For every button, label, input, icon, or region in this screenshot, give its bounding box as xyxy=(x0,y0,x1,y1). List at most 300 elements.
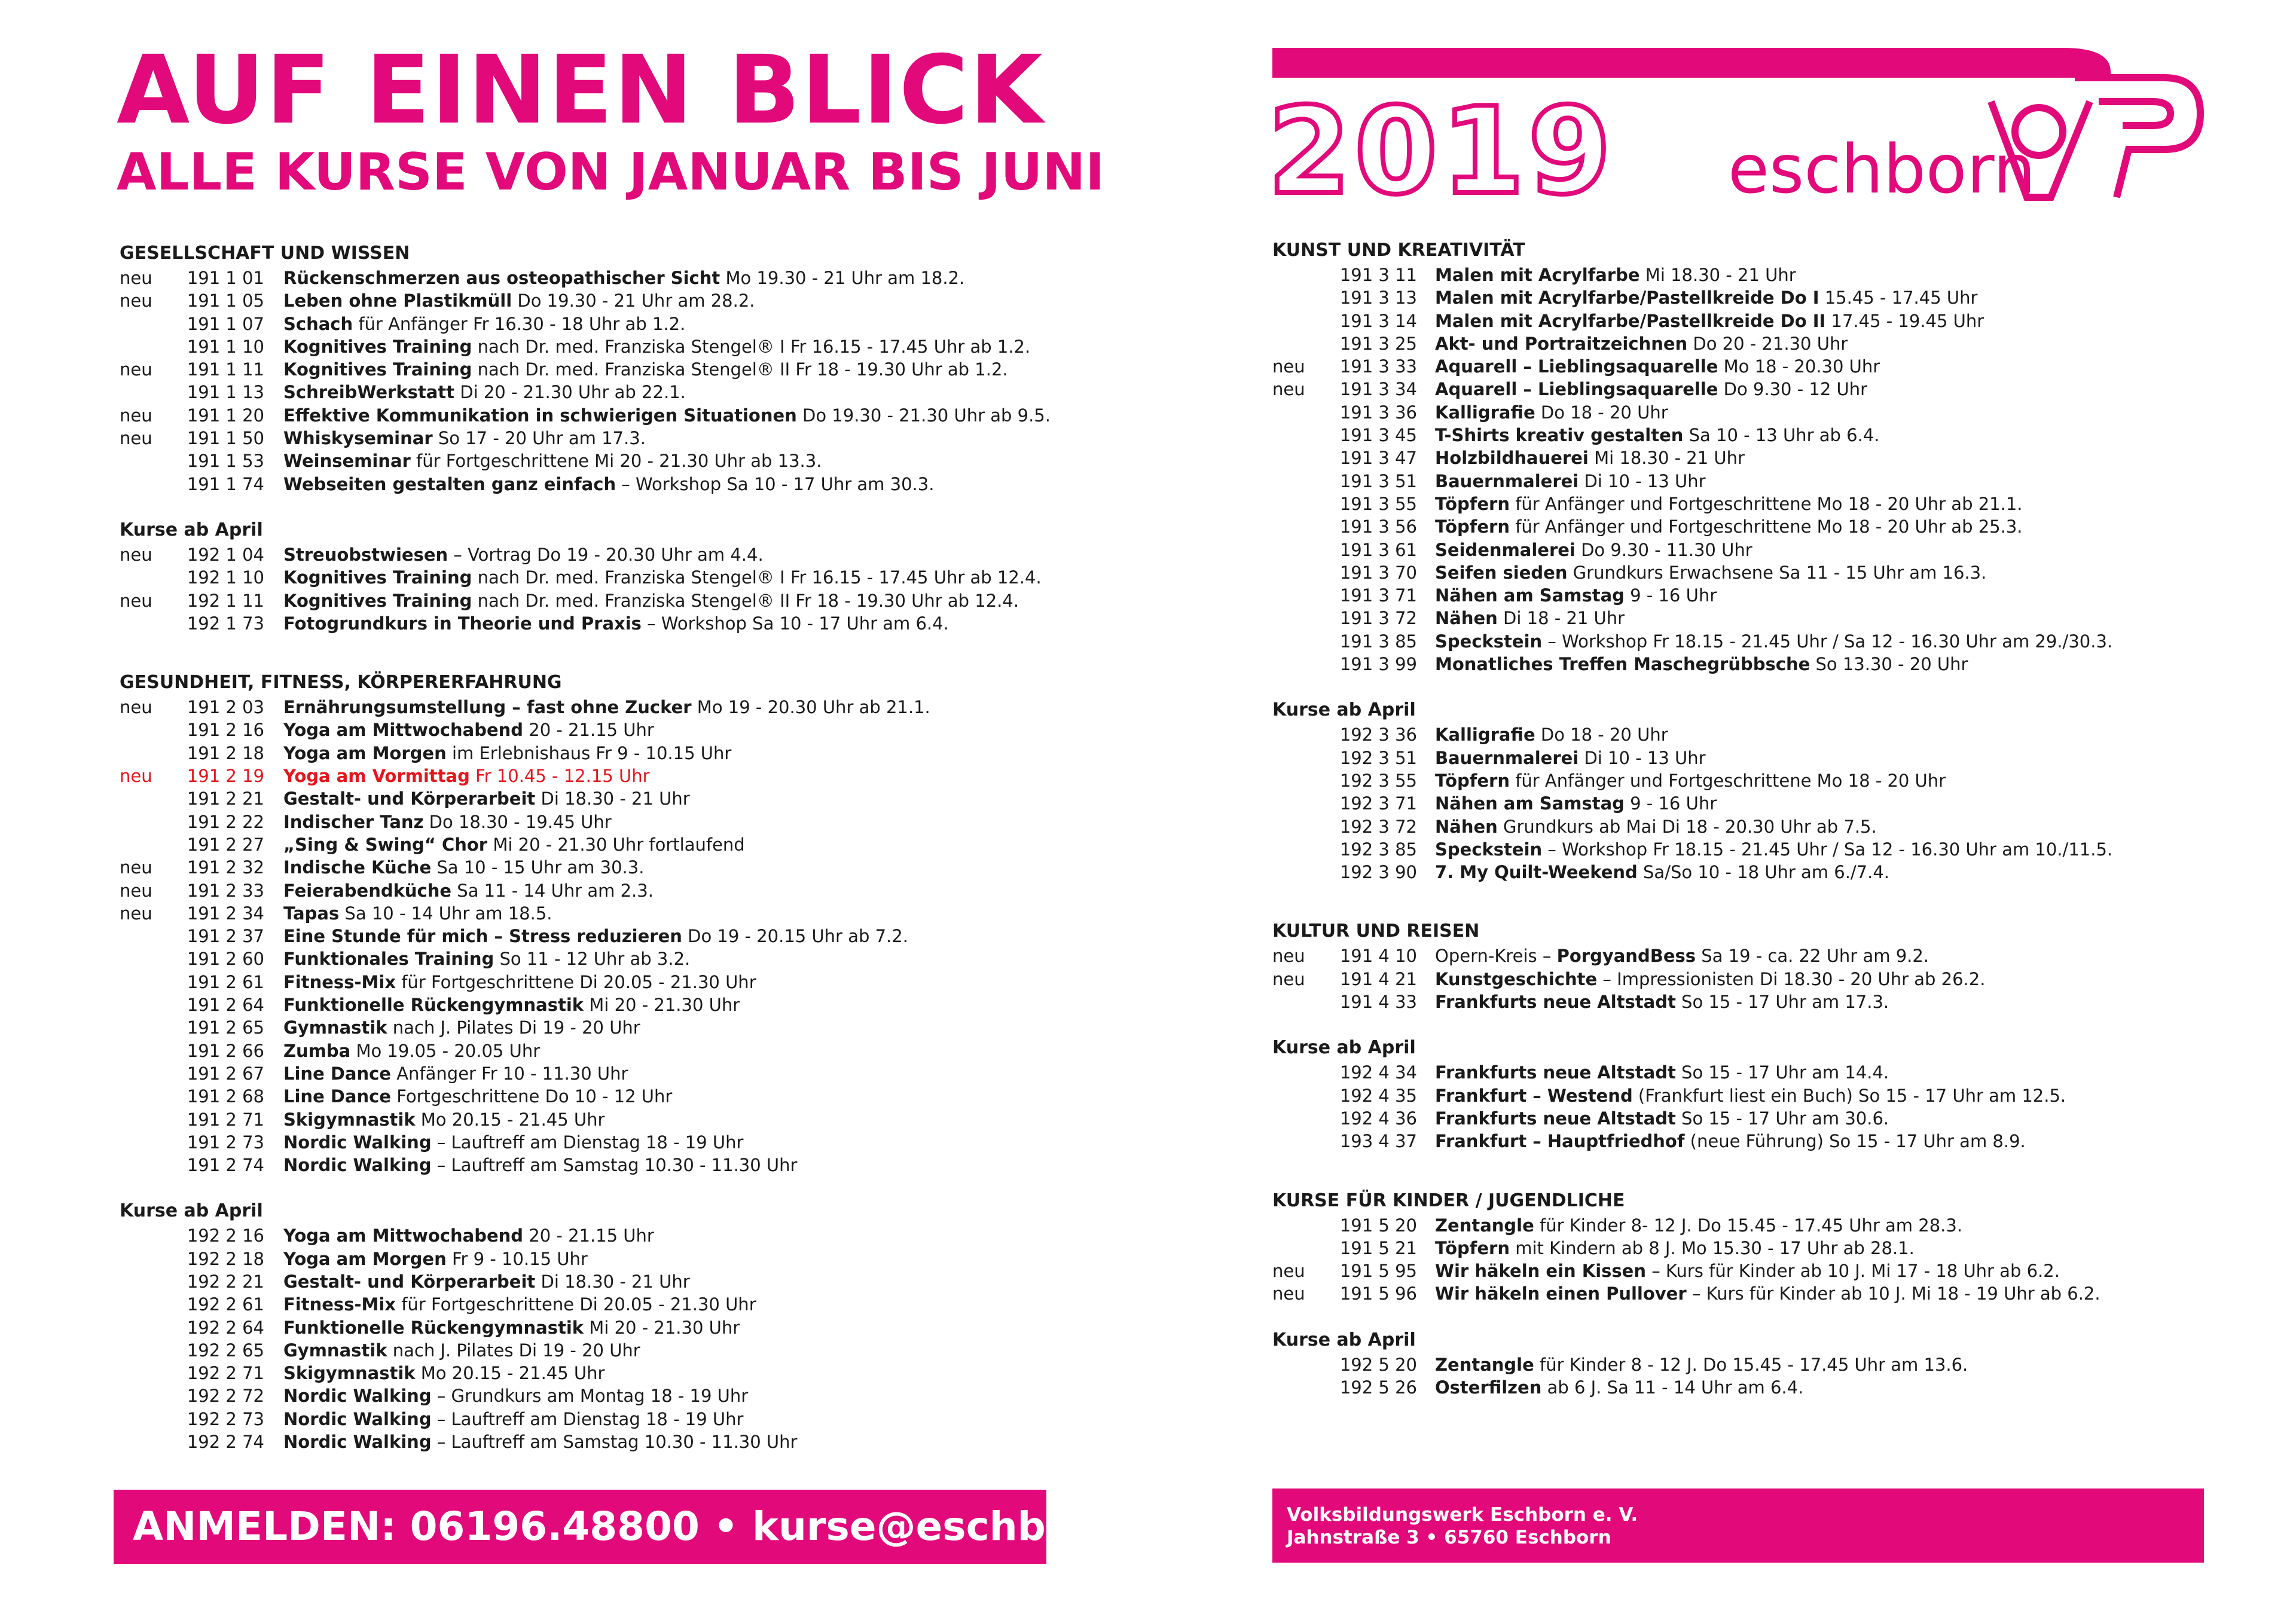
course-description xyxy=(283,811,612,833)
course-details: nach Dr. med. Franziska Stengel® II Fr 18 - 19.30 Uhr ab 12.4. xyxy=(472,590,1019,611)
subsection-heading: Kurse ab April xyxy=(1272,699,1416,721)
course-code: 192 1 11 xyxy=(187,590,264,611)
subsection-heading: Kurse ab April xyxy=(120,519,263,540)
course-row xyxy=(120,811,1052,833)
course-code: 191 2 22 xyxy=(187,811,264,832)
course-details: So 17 - 20 Uhr am 17.3. xyxy=(432,428,646,449)
course-details: Mo 19.05 - 20.05 Uhr xyxy=(350,1040,541,1061)
course-details: – Impressionisten Di 18.30 - 20 Uhr ab 26.2. xyxy=(1597,968,1986,989)
course-title: Nordic Walking xyxy=(283,1386,432,1407)
course-description xyxy=(283,925,908,947)
course-details: – Vortrag Do 19 - 20.30 Uhr am 4.4. xyxy=(448,544,764,565)
course-title: „Sing & Swing“ Chor xyxy=(283,834,488,855)
new-badge: neu xyxy=(120,359,152,380)
course-code: 191 5 95 xyxy=(1339,1261,1417,1282)
new-badge: neu xyxy=(120,857,152,878)
course-row xyxy=(120,1339,1052,1362)
course-code: 191 3 99 xyxy=(1339,654,1417,675)
course-row xyxy=(120,566,1052,589)
course-code: 191 2 18 xyxy=(187,742,264,763)
brand-wordmark: eschborn xyxy=(1728,131,2036,209)
course-code: 191 2 66 xyxy=(187,1040,264,1061)
course-code: 191 5 96 xyxy=(1339,1283,1417,1304)
course-details: für Anfänger und Fortgeschrittene Mo 18 - 20 Uhr xyxy=(1509,770,1946,791)
course-title: Nähen am Samstag xyxy=(1435,585,1625,606)
course-title: Töpfern xyxy=(1435,493,1510,514)
course-title: Yoga am Morgen xyxy=(283,1248,447,1269)
course-title: Tapas xyxy=(283,903,340,924)
course-code: 191 3 51 xyxy=(1339,470,1417,491)
course-description xyxy=(283,381,686,404)
course-title: Wir häkeln ein Kissen xyxy=(1435,1261,1646,1282)
course-description xyxy=(283,1270,690,1293)
course-row xyxy=(120,856,1052,879)
course-title: Line Dance xyxy=(283,1063,391,1084)
course-code: 191 5 21 xyxy=(1339,1237,1417,1258)
course-description xyxy=(283,1384,748,1407)
section-spacer xyxy=(120,1176,1052,1198)
course-code: 192 4 35 xyxy=(1339,1085,1417,1106)
course-row xyxy=(1272,264,2205,286)
section-spacer xyxy=(120,496,1052,517)
course-description xyxy=(1435,447,1745,469)
course-details: nach J. Pilates Di 19 - 20 Uhr xyxy=(387,1017,640,1038)
course-details: für Kinder 8 - 12 J. Do 15.45 - 17.45 Uhr am 13.6. xyxy=(1534,1354,1968,1375)
course-title: Whiskyseminar xyxy=(283,428,433,449)
course-code: 192 2 74 xyxy=(187,1432,264,1453)
course-details: Do 18 - 20 Uhr xyxy=(1535,402,1668,423)
course-title: T-Shirts kreativ gestalten xyxy=(1435,425,1684,446)
course-details: Grundkurs Erwachsene Sa 11 - 15 Uhr am 16.3. xyxy=(1567,562,1987,583)
course-code: 191 2 19 xyxy=(187,766,264,787)
course-row xyxy=(1272,1107,2205,1130)
course-row xyxy=(1272,815,2205,838)
course-description xyxy=(283,1085,672,1108)
course-row xyxy=(120,427,1052,450)
course-code: 191 3 13 xyxy=(1339,288,1417,308)
course-title: Effektive Kommunikation in schwierigen Situationen xyxy=(283,405,797,426)
course-description xyxy=(283,473,934,496)
course-row xyxy=(120,879,1052,902)
course-row xyxy=(120,1108,1052,1131)
course-title: Nähen xyxy=(1435,816,1498,837)
course-description xyxy=(1435,378,1867,401)
course-row xyxy=(120,719,1052,741)
new-badge: neu xyxy=(120,880,152,901)
course-row xyxy=(120,1408,1052,1431)
course-row xyxy=(1272,1084,2205,1107)
course-title: Osterfilzen xyxy=(1435,1377,1542,1398)
course-code: 191 2 65 xyxy=(187,1017,264,1038)
course-description xyxy=(283,335,1030,358)
course-title: Monatliches Treffen Maschegrübbsche xyxy=(1435,654,1810,675)
course-details: Di 20 - 21.30 Uhr ab 22.1. xyxy=(454,382,686,403)
course-code: 192 2 16 xyxy=(187,1225,264,1246)
course-code: 191 2 71 xyxy=(187,1109,264,1130)
new-badge: neu xyxy=(120,268,152,288)
course-code: 191 3 36 xyxy=(1339,402,1417,423)
course-details: Do 18 - 20 Uhr xyxy=(1535,725,1668,745)
section-spacer xyxy=(1272,1306,2205,1327)
course-title: Ernährungsumstellung – fast ohne Zucker xyxy=(283,697,692,718)
course-code: 191 1 13 xyxy=(187,382,264,403)
course-row xyxy=(120,696,1052,719)
course-details: Sa 10 - 13 Uhr ab 6.4. xyxy=(1683,425,1880,446)
course-code: 191 2 03 xyxy=(187,697,264,718)
course-row xyxy=(1272,968,2205,991)
course-code: 192 3 85 xyxy=(1339,839,1417,860)
course-description xyxy=(1435,355,1880,378)
course-title: Akt- und Portraitzeichnen xyxy=(1435,333,1688,354)
page-subtitle: ALLE KURSE VON JANUAR BIS JUNI xyxy=(117,142,1105,202)
course-description xyxy=(1435,539,1752,561)
course-title: Fitness-Mix xyxy=(283,1294,396,1315)
course-code: 192 2 64 xyxy=(187,1317,264,1338)
section-heading: KULTUR UND REISEN xyxy=(1272,921,1480,942)
new-badge: neu xyxy=(120,428,152,449)
course-details: (Frankfurt liest ein Buch) So 15 - 17 Uhr am 12.5. xyxy=(1632,1085,2066,1106)
course-title: Nordic Walking xyxy=(283,1408,432,1429)
course-row xyxy=(120,765,1052,787)
course-description xyxy=(1435,264,1796,286)
course-code: 191 3 14 xyxy=(1339,310,1417,331)
course-row xyxy=(1272,607,2205,629)
course-description xyxy=(1435,515,2023,538)
course-title: Line Dance xyxy=(283,1086,391,1107)
course-description xyxy=(283,1224,654,1247)
course-description xyxy=(283,1316,740,1339)
course-details: für Fortgeschrittene Di 20.05 - 21.30 Uhr xyxy=(396,971,756,992)
course-details: Mi 18.30 - 21 Uhr xyxy=(1639,265,1796,285)
course-code: 191 3 47 xyxy=(1339,448,1417,469)
section-heading: KUNST UND KREATIVITÄT xyxy=(1272,240,1525,261)
course-description xyxy=(283,1040,540,1062)
course-details: 17.45 - 19.45 Uhr xyxy=(1825,310,1984,331)
course-code: 191 1 01 xyxy=(187,268,264,288)
course-row xyxy=(120,1016,1052,1039)
course-code: 191 1 74 xyxy=(187,473,264,494)
course-description xyxy=(283,1108,604,1131)
course-title: Frankfurt – Hauptfriedhof xyxy=(1435,1131,1685,1152)
course-row xyxy=(1272,515,2205,538)
course-details: – Grundkurs am Montag 18 - 19 Uhr xyxy=(431,1386,749,1407)
course-details: Di 18.30 - 21 Uhr xyxy=(535,788,690,809)
course-title: Kognitives Training xyxy=(283,359,472,380)
course-code: 191 3 55 xyxy=(1339,493,1417,514)
course-title: Funktionales Training xyxy=(283,949,494,970)
course-title: Skigymnastik xyxy=(283,1363,416,1384)
course-row xyxy=(1272,945,2205,967)
course-description xyxy=(283,1293,756,1316)
course-title: Gymnastik xyxy=(283,1017,387,1038)
course-description xyxy=(283,589,1019,612)
course-description xyxy=(283,427,646,450)
course-code: 191 3 45 xyxy=(1339,425,1417,446)
course-title: Funktionelle Rückengymnastik xyxy=(283,1317,584,1338)
course-code: 191 3 56 xyxy=(1339,516,1417,537)
course-title: Speckstein xyxy=(1435,839,1543,860)
org-address: Jahnstraße 3 • 65760 Eschborn xyxy=(1287,1527,1611,1548)
course-details: – Lauftreff am Dienstag 18 - 19 Uhr xyxy=(431,1132,744,1153)
course-title: Eine Stunde für mich – Stress reduzieren xyxy=(283,926,682,947)
course-title: Schach xyxy=(283,313,353,334)
course-row xyxy=(1272,1260,2205,1282)
left-course-list xyxy=(120,240,1052,1453)
course-code: 191 3 34 xyxy=(1339,379,1417,400)
course-details: Sa 11 - 14 Uhr am 2.3. xyxy=(451,880,654,901)
course-title: Skigymnastik xyxy=(283,1109,416,1130)
course-row xyxy=(120,473,1052,496)
course-code: 191 2 60 xyxy=(187,949,264,970)
course-code: 192 2 72 xyxy=(187,1386,264,1407)
course-code: 192 2 21 xyxy=(187,1271,264,1292)
course-title: Fotogrundkurs in Theorie und Praxis xyxy=(283,613,642,634)
course-row xyxy=(1272,861,2205,884)
course-description xyxy=(1435,607,1625,629)
course-title: Töpfern xyxy=(1435,1237,1510,1258)
course-code: 191 3 70 xyxy=(1339,562,1417,583)
course-description xyxy=(283,765,650,787)
course-code: 192 2 61 xyxy=(187,1294,264,1315)
section-spacer xyxy=(1272,1153,2205,1188)
course-code: 191 2 21 xyxy=(187,788,264,809)
course-title: Malen mit Acrylfarbe/Pastellkreide Do I xyxy=(1435,288,1819,308)
course-code: 191 1 05 xyxy=(187,291,264,311)
course-description xyxy=(283,1016,640,1039)
course-code: 191 3 71 xyxy=(1339,585,1417,606)
course-description xyxy=(283,1431,797,1453)
year-label: 2019 xyxy=(1268,82,1615,215)
course-title: SchreibWerkstatt xyxy=(283,382,455,403)
course-details: Mi 20 - 21.30 Uhr xyxy=(584,995,740,1016)
course-row xyxy=(120,313,1052,335)
course-row xyxy=(120,994,1052,1016)
course-details: Do 19.30 - 21 Uhr am 28.2. xyxy=(512,291,755,311)
course-title: Streuobstwiesen xyxy=(283,544,448,565)
course-description xyxy=(283,879,654,902)
course-description xyxy=(283,289,755,312)
course-description xyxy=(283,856,644,879)
course-code: 191 2 27 xyxy=(187,834,264,855)
org-name: Volksbildungswerk Eschborn e. V. xyxy=(1287,1504,1638,1526)
course-description xyxy=(1435,493,2023,515)
course-details: Anfänger Fr 10 - 11.30 Uhr xyxy=(390,1063,628,1084)
course-details: für Anfänger und Fortgeschrittene Mo 18 - 20 Uhr ab 21.1. xyxy=(1509,493,2023,514)
course-code: 191 4 10 xyxy=(1339,946,1417,967)
course-title: Nähen xyxy=(1435,608,1498,629)
course-description xyxy=(283,358,1008,381)
course-row xyxy=(1272,286,2205,309)
course-title: Speckstein xyxy=(1435,631,1543,652)
course-row xyxy=(120,925,1052,947)
course-description xyxy=(1435,584,1717,607)
course-code: 192 4 34 xyxy=(1339,1062,1417,1083)
course-details: – Lauftreff am Samstag 10.30 - 11.30 Uhr xyxy=(431,1155,798,1176)
course-description xyxy=(1435,424,1879,447)
course-code: 192 2 73 xyxy=(187,1408,264,1429)
course-row xyxy=(1272,723,2205,746)
course-details: Sa/So 10 - 18 Uhr am 6./7.4. xyxy=(1637,862,1890,883)
course-description xyxy=(1435,1260,2060,1282)
course-row xyxy=(120,971,1052,994)
course-row xyxy=(1272,1130,2205,1153)
new-badge: neu xyxy=(120,405,152,426)
course-title: Nähen am Samstag xyxy=(1435,793,1625,814)
course-title: Kognitives Training xyxy=(283,567,472,588)
course-row xyxy=(1272,378,2205,401)
course-row xyxy=(120,787,1052,810)
course-row xyxy=(120,335,1052,358)
course-details: Di 10 - 13 Uhr xyxy=(1578,470,1706,491)
course-description xyxy=(1435,561,1986,584)
course-row xyxy=(1272,424,2205,447)
course-title: Malen mit Acrylfarbe xyxy=(1435,265,1640,285)
course-row xyxy=(120,1384,1052,1407)
course-row xyxy=(1272,493,2205,515)
course-code: 191 2 32 xyxy=(187,857,264,878)
course-description xyxy=(283,450,822,472)
course-details: Di 18.30 - 21 Uhr xyxy=(535,1271,690,1292)
course-code: 193 4 37 xyxy=(1339,1131,1417,1152)
course-description xyxy=(283,404,1051,427)
course-description xyxy=(1435,861,1889,884)
course-title: Weinseminar xyxy=(283,451,411,472)
course-code: 191 4 33 xyxy=(1339,992,1417,1013)
course-title: Aquarell – Lieblingsaquarelle xyxy=(1435,379,1718,400)
course-description xyxy=(1435,968,1985,991)
course-details: für Fortgeschrittene Di 20.05 - 21.30 Uhr xyxy=(396,1294,756,1315)
course-code: 192 3 90 xyxy=(1339,862,1417,883)
subsection-heading: Kurse ab April xyxy=(1272,1037,1416,1059)
course-description xyxy=(283,787,690,810)
course-title: Fitness-Mix xyxy=(283,971,396,992)
subsection-heading: Kurse ab April xyxy=(120,1200,263,1222)
course-description xyxy=(283,543,764,566)
course-details: Do 20 - 21.30 Uhr xyxy=(1687,333,1848,354)
course-details: Mo 20.15 - 21.45 Uhr xyxy=(415,1109,605,1130)
course-row xyxy=(1272,355,2205,378)
page-title: AUF EINEN BLICK xyxy=(117,35,1045,145)
course-title: Bauernmalerei xyxy=(1435,470,1579,491)
course-row xyxy=(1272,1061,2205,1084)
course-details: 20 - 21.15 Uhr xyxy=(523,1225,654,1246)
course-title: Wir häkeln einen Pullover xyxy=(1435,1283,1687,1304)
course-row xyxy=(1272,584,2205,607)
new-badge: neu xyxy=(1272,1261,1305,1282)
course-title: Yoga am Mittwochabend xyxy=(283,720,524,741)
course-description xyxy=(1435,1084,2066,1107)
course-code: 192 3 55 xyxy=(1339,770,1417,791)
course-title: Nordic Walking xyxy=(283,1432,432,1453)
course-details: Do 19 - 20.15 Uhr ab 7.2. xyxy=(682,926,908,947)
course-description xyxy=(283,833,745,856)
new-badge: neu xyxy=(1272,946,1305,967)
course-details: Mo 19.30 - 21 Uhr am 18.2. xyxy=(720,268,965,288)
course-row xyxy=(120,381,1052,404)
course-title: Malen mit Acrylfarbe/Pastellkreide Do II xyxy=(1435,310,1826,331)
course-description xyxy=(283,612,949,635)
course-description xyxy=(283,1408,743,1431)
course-title: Töpfern xyxy=(1435,516,1510,537)
course-details: für Anfänger und Fortgeschrittene Mo 18 - 20 Uhr ab 25.3. xyxy=(1509,516,2023,537)
course-description xyxy=(283,971,756,994)
course-code: 192 3 72 xyxy=(1339,816,1417,837)
course-title: Kalligrafie xyxy=(1435,402,1535,423)
new-badge: neu xyxy=(1272,356,1305,377)
course-description xyxy=(1435,838,2112,861)
course-code: 191 1 53 xyxy=(187,451,264,472)
course-description xyxy=(1435,332,1848,355)
section-spacer xyxy=(120,635,1052,670)
course-code: 191 5 20 xyxy=(1339,1215,1417,1236)
course-code: 191 2 67 xyxy=(187,1063,264,1084)
course-details: – Workshop Fr 18.15 - 21.45 Uhr / Sa 12 - 16.30 Uhr am 29./30.3. xyxy=(1542,631,2113,652)
course-row xyxy=(120,543,1052,566)
course-description xyxy=(1435,815,1877,838)
course-description xyxy=(283,1154,797,1176)
course-title: Feierabendküche xyxy=(283,880,452,901)
course-description xyxy=(1435,747,1706,769)
course-title: Yoga am Morgen xyxy=(283,742,447,763)
course-row xyxy=(1272,769,2205,792)
new-badge: neu xyxy=(120,544,152,565)
course-title: Bauernmalerei xyxy=(1435,747,1579,768)
course-title: Gymnastik xyxy=(283,1340,387,1361)
course-code: 191 2 74 xyxy=(187,1155,264,1176)
course-row xyxy=(1272,401,2205,424)
course-details: Fr 10.45 - 12.15 Uhr xyxy=(469,766,650,787)
course-row xyxy=(1272,747,2205,769)
course-description xyxy=(283,267,964,289)
course-details: mit Kindern ab 8 J. Mo 15.30 - 17 Uhr ab 28.1. xyxy=(1509,1237,1915,1258)
course-code: 191 2 64 xyxy=(187,995,264,1016)
course-code: 191 3 61 xyxy=(1339,539,1417,560)
course-title: Kunstgeschichte xyxy=(1435,968,1598,989)
course-details: – Lauftreff am Dienstag 18 - 19 Uhr xyxy=(431,1408,744,1429)
right-course-list xyxy=(1272,237,2205,1399)
course-row xyxy=(120,589,1052,612)
course-code: 192 5 20 xyxy=(1339,1354,1417,1375)
course-details: (neue Führung) So 15 - 17 Uhr am 8.9. xyxy=(1684,1131,2026,1152)
course-description xyxy=(283,947,690,970)
course-row xyxy=(120,1224,1052,1247)
course-details: Do 9.30 - 12 Uhr xyxy=(1718,379,1868,400)
new-badge: neu xyxy=(1272,1283,1305,1304)
course-code: 192 3 36 xyxy=(1339,725,1417,745)
course-title: Yoga am Mittwochabend xyxy=(283,1225,524,1246)
course-title: Yoga am Vormittag xyxy=(283,766,470,787)
course-description xyxy=(1435,310,1984,332)
course-code: 192 3 71 xyxy=(1339,793,1417,814)
course-description xyxy=(1435,1282,2100,1305)
course-row xyxy=(1272,1282,2205,1305)
new-badge: neu xyxy=(120,697,152,718)
course-description xyxy=(1435,286,1977,309)
course-row xyxy=(1272,1214,2205,1237)
course-details: 9 - 16 Uhr xyxy=(1624,793,1717,814)
course-details: Fr 9 - 10.15 Uhr xyxy=(446,1248,588,1269)
course-row xyxy=(1272,332,2205,355)
section-spacer xyxy=(1272,676,2205,697)
course-description xyxy=(1435,1237,1915,1260)
section-heading: GESUNDHEIT, FITNESS, KÖRPERERFAHRUNG xyxy=(120,672,562,693)
course-description xyxy=(1435,769,1946,792)
course-details: Do 18.30 - 19.45 Uhr xyxy=(423,811,612,832)
subsection-heading: Kurse ab April xyxy=(1272,1329,1416,1350)
course-title: PorgyandBess xyxy=(1556,946,1696,967)
course-title: Gestalt- und Körperarbeit xyxy=(283,1271,536,1292)
course-code: 192 5 26 xyxy=(1339,1377,1417,1398)
